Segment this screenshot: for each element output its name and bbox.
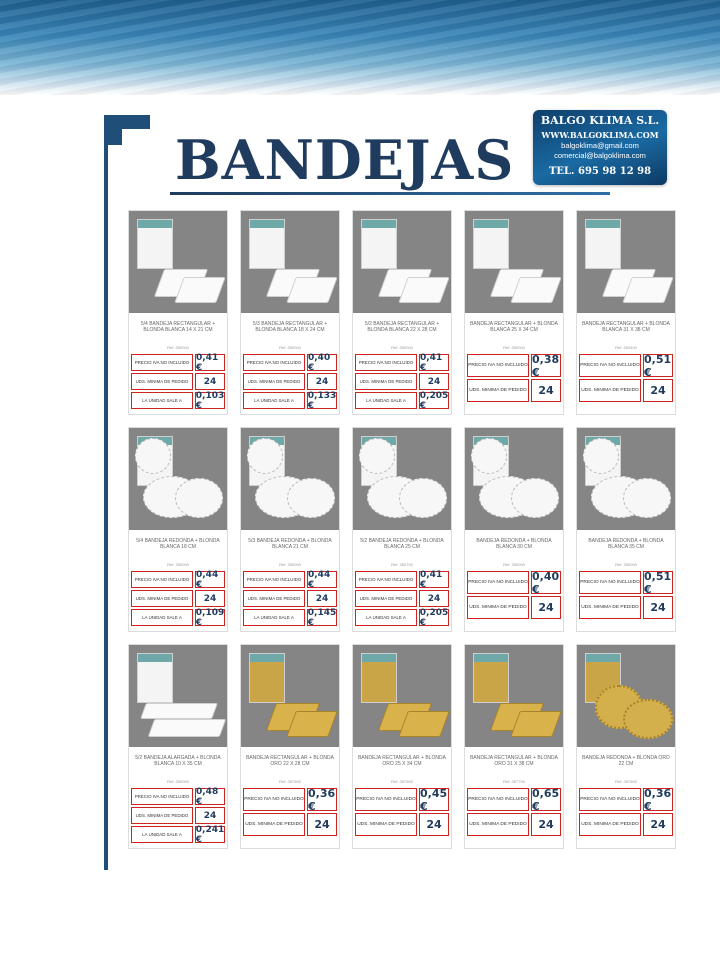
product-photo <box>353 211 451 313</box>
price-row <box>131 590 225 607</box>
price-value: 0,45 € <box>420 786 448 813</box>
price-value: 24 <box>195 807 225 824</box>
tray-image <box>510 711 561 737</box>
price-label: UDS. MINIMA DE PEDIDO <box>467 813 529 836</box>
price-value: 0,36 € <box>644 786 672 813</box>
price-label: PRECIO IVA NO INCLUIDO <box>467 354 529 377</box>
package-image <box>249 219 285 269</box>
price-row <box>131 392 225 409</box>
price-label: UDS. MINIMA DE PEDIDO <box>131 373 193 390</box>
product-ref: Ref. 350000 <box>167 779 189 784</box>
price-row <box>579 379 673 402</box>
tray-image <box>140 703 218 719</box>
price-value: 0,41 € <box>195 354 225 371</box>
price-label: UDS. MINIMA DE PEDIDO <box>579 379 641 402</box>
price-label: PRECIO IVA NO INCLUIDO <box>243 354 305 371</box>
price-value: 24 <box>307 813 337 836</box>
frame-left-bar <box>104 115 108 870</box>
product-photo <box>353 428 451 530</box>
price-label: UDS. MINIMA DE PEDIDO <box>579 813 641 836</box>
package-image <box>361 653 397 703</box>
product-photo <box>577 645 675 747</box>
product-name: 5/2 BANDEJA REDONDA + BLONDA BLANCA 25 CM <box>360 538 444 550</box>
price-row <box>243 354 337 371</box>
price-label: LA UNIDAD SALE A <box>243 392 305 409</box>
sea-texture <box>0 0 720 95</box>
price-label: UDS. MINIMA DE PEDIDO <box>131 807 193 824</box>
price-row <box>131 571 225 588</box>
frame-notch <box>108 129 122 145</box>
price-label: UDS. MINIMA DE PEDIDO <box>243 373 305 390</box>
product-photo <box>465 211 563 313</box>
price-label: PRECIO IVA NO INCLUIDO <box>131 788 193 805</box>
package-image <box>137 219 173 269</box>
price-label: LA UNIDAD SALE A <box>243 609 305 626</box>
product-ref: Ref. 350000 <box>167 562 189 567</box>
price-label: LA UNIDAD SALE A <box>131 392 193 409</box>
price-value: 24 <box>419 813 449 836</box>
round-tray-image <box>359 438 395 474</box>
price-label: UDS. MINIMA DE PEDIDO <box>467 379 529 402</box>
product-name: 5/3 BANDEJA REDONDA + BLONDA BLANCA 21 CM <box>248 538 332 550</box>
product-photo <box>577 211 675 313</box>
price-row <box>467 788 561 811</box>
price-value: 0,205 € <box>419 390 449 411</box>
company-email[interactable]: balgoklima@gmail.com <box>561 141 639 150</box>
round-tray-image <box>471 438 507 474</box>
price-label: PRECIO IVA NO INCLUIDO <box>355 571 417 588</box>
price-row <box>131 788 225 805</box>
product-ref: Ref. 350000 <box>279 562 301 567</box>
product-name: BANDEJA REDONDA + BLONDA ORO 22 CM <box>582 755 670 767</box>
product-ref: Ref. 357600 <box>615 779 637 784</box>
price-label: PRECIO IVA NO INCLUIDO <box>243 788 305 811</box>
price-value: 0,36 € <box>308 786 336 813</box>
price-value: 0,40 € <box>307 354 337 371</box>
price-label: PRECIO IVA NO INCLUIDO <box>355 788 417 811</box>
round-tray-image <box>511 478 559 518</box>
product-card[interactable] <box>464 210 564 415</box>
frame-corner <box>104 115 150 129</box>
product-ref: Ref. 357500 <box>279 779 301 784</box>
price-label: PRECIO IVA NO INCLUIDO <box>467 788 529 811</box>
price-label: PRECIO IVA NO INCLUIDO <box>579 354 641 377</box>
product-name: 5/2 BANDEJA RECTANGULAR + BLONDA BLANCA 22 X 28 CM <box>364 321 440 333</box>
product-photo <box>129 645 227 747</box>
round-tray-image <box>135 438 171 474</box>
page-title: BANDEJAS <box>175 128 515 192</box>
price-label: PRECIO IVA NO INCLUIDO <box>131 571 193 588</box>
tray-image <box>148 719 227 737</box>
product-card[interactable] <box>464 644 564 849</box>
tray-image <box>398 711 449 737</box>
company-phone: TEL. 695 98 12 98 <box>548 166 652 177</box>
price-row <box>131 826 225 843</box>
product-grid <box>128 210 676 849</box>
price-value: 0,109 € <box>195 607 225 628</box>
price-label: PRECIO IVA NO INCLUIDO <box>355 354 417 371</box>
product-name: BANDEJA RECTANGULAR + BLONDA ORO 31 X 38 CM <box>470 755 558 767</box>
price-row <box>355 354 449 371</box>
product-photo <box>353 645 451 747</box>
price-row <box>579 571 673 594</box>
price-label: UDS. MINIMA DE PEDIDO <box>579 596 641 619</box>
price-row <box>243 788 337 811</box>
price-row <box>579 813 673 836</box>
product-name: 5/4 BANDEJA RECTANGULAR + BLONDA BLANCA 14 X 21 CM <box>140 321 216 333</box>
product-name: 5/4 BANDEJA REDONDA + BLONDA BLANCA 18 CM <box>136 538 220 550</box>
package-image <box>249 653 285 703</box>
product-name: BANDEJA REDONDA + BLONDA BLANCA 30 CM <box>476 538 552 550</box>
product-photo <box>465 645 563 747</box>
product-card[interactable] <box>128 427 228 632</box>
price-value: 24 <box>531 596 561 619</box>
price-row <box>355 609 449 626</box>
price-label: UDS. MINIMA DE PEDIDO <box>467 596 529 619</box>
product-card[interactable] <box>128 210 228 415</box>
price-row <box>467 596 561 619</box>
price-label: UDS. MINIMA DE PEDIDO <box>355 813 417 836</box>
product-photo <box>241 428 339 530</box>
product-ref: Ref. 357700 <box>503 779 525 784</box>
round-tray-image <box>287 478 335 518</box>
price-row <box>355 571 449 588</box>
price-label: LA UNIDAD SALE A <box>355 609 417 626</box>
price-row <box>243 590 337 607</box>
product-name: BANDEJA RECTANGULAR + BLONDA BLANCA 31 X 38 CM <box>582 321 670 333</box>
product-name: BANDEJA REDONDA + BLONDA BLANCA 35 CM <box>588 538 664 550</box>
price-value: 0,40 € <box>532 569 560 596</box>
price-value: 24 <box>307 590 337 607</box>
price-row <box>467 813 561 836</box>
price-value: 0,205 € <box>419 607 449 628</box>
package-image <box>473 219 509 269</box>
price-row <box>579 788 673 811</box>
product-card[interactable] <box>240 427 340 632</box>
package-image <box>137 653 173 703</box>
product-name: 5/2 BANDEJA ALARGADA + BLONDA BLANCA 10 X 35 CM <box>135 755 221 767</box>
price-row <box>131 373 225 390</box>
price-label: LA UNIDAD SALE A <box>131 609 193 626</box>
price-label: PRECIO IVA NO INCLUIDO <box>243 571 305 588</box>
product-card[interactable] <box>576 644 676 849</box>
tray-image <box>286 277 337 303</box>
price-row <box>467 571 561 594</box>
product-name: BANDEJA RECTANGULAR + BLONDA ORO 22 X 28 CM <box>246 755 334 767</box>
round-tray-image <box>623 478 671 518</box>
product-name: BANDEJA RECTANGULAR + BLONDA ORO 25 X 34 CM <box>358 755 446 767</box>
price-value: 24 <box>531 813 561 836</box>
tray-image <box>398 277 449 303</box>
price-value: 0,41 € <box>419 571 449 588</box>
price-row <box>243 609 337 626</box>
product-photo <box>241 211 339 313</box>
product-name: 5/3 BANDEJA RECTANGULAR + BLONDA BLANCA 18 X 24 CM <box>252 321 328 333</box>
product-ref: Ref. 350700 <box>391 562 413 567</box>
package-image <box>473 653 509 703</box>
product-ref: Ref. 350000 <box>279 345 301 350</box>
price-value: 24 <box>195 590 225 607</box>
price-label: UDS. MINIMA DE PEDIDO <box>355 590 417 607</box>
price-label: PRECIO IVA NO INCLUIDO <box>131 354 193 371</box>
product-ref: Ref. 350000 <box>167 345 189 350</box>
product-ref: Ref. 350000 <box>503 345 525 350</box>
company-email-commercial[interactable]: comercial@balgoklima.com <box>554 151 646 160</box>
price-label: LA UNIDAD SALE A <box>131 826 193 843</box>
round-tray-image <box>175 478 223 518</box>
price-label: PRECIO IVA NO INCLUIDO <box>579 788 641 811</box>
price-row <box>243 392 337 409</box>
round-tray-image <box>247 438 283 474</box>
round-tray-image <box>399 478 447 518</box>
product-photo <box>577 428 675 530</box>
price-row <box>131 807 225 824</box>
price-label: LA UNIDAD SALE A <box>355 392 417 409</box>
price-value: 0,51 € <box>644 352 672 379</box>
product-photo <box>241 645 339 747</box>
price-value: 0,241 € <box>195 824 225 845</box>
price-value: 0,51 € <box>644 569 672 596</box>
price-row <box>467 354 561 377</box>
product-ref: Ref. 350400 <box>615 345 637 350</box>
product-card[interactable] <box>128 644 228 849</box>
tray-image <box>510 277 561 303</box>
price-value: 24 <box>419 590 449 607</box>
price-value: 24 <box>419 373 449 390</box>
company-name: BALGO KLIMA S.L. <box>540 114 660 127</box>
tray-image <box>622 277 673 303</box>
title-underline <box>170 192 610 195</box>
price-row <box>355 788 449 811</box>
product-name: BANDEJA RECTANGULAR + BLONDA BLANCA 25 X 34 CM <box>470 321 558 333</box>
product-photo <box>129 428 227 530</box>
price-value: 0,133 € <box>307 390 337 411</box>
product-ref: Ref. 350000 <box>615 562 637 567</box>
price-value: 0,41 € <box>419 354 449 371</box>
price-value: 0,145 € <box>307 607 337 628</box>
price-row <box>355 392 449 409</box>
product-photo <box>465 428 563 530</box>
company-website[interactable]: WWW.BALGOKLIMA.COM <box>541 130 659 140</box>
price-row <box>131 354 225 371</box>
price-row <box>579 596 673 619</box>
round-tray-image <box>623 699 673 739</box>
price-row <box>467 379 561 402</box>
price-value: 24 <box>643 596 673 619</box>
price-value: 24 <box>195 373 225 390</box>
product-card[interactable] <box>240 210 340 415</box>
price-value: 24 <box>307 373 337 390</box>
product-ref: Ref. 350000 <box>503 562 525 567</box>
package-image <box>585 219 621 269</box>
product-card[interactable] <box>576 427 676 632</box>
price-row <box>355 590 449 607</box>
tray-image <box>174 277 225 303</box>
price-row <box>131 609 225 626</box>
product-photo <box>129 211 227 313</box>
price-value: 24 <box>531 379 561 402</box>
price-label: UDS. MINIMA DE PEDIDO <box>131 590 193 607</box>
price-row <box>243 571 337 588</box>
price-label: PRECIO IVA NO INCLUIDO <box>579 571 641 594</box>
price-value: 24 <box>643 813 673 836</box>
product-card[interactable] <box>352 427 452 632</box>
price-value: 24 <box>643 379 673 402</box>
price-value: 0,44 € <box>307 571 337 588</box>
price-row <box>243 373 337 390</box>
price-value: 0,65 € <box>532 786 560 813</box>
price-label: UDS. MINIMA DE PEDIDO <box>355 373 417 390</box>
price-row <box>579 354 673 377</box>
price-value: 0,48 € <box>195 788 225 805</box>
product-card[interactable] <box>240 644 340 849</box>
product-ref: Ref. 357500 <box>391 779 413 784</box>
price-label: UDS. MINIMA DE PEDIDO <box>243 813 305 836</box>
round-tray-image <box>583 438 619 474</box>
package-image <box>361 219 397 269</box>
price-label: PRECIO IVA NO INCLUIDO <box>467 571 529 594</box>
price-row <box>355 813 449 836</box>
price-value: 0,38 € <box>532 352 560 379</box>
product-card[interactable] <box>464 427 564 632</box>
price-row <box>243 813 337 836</box>
tray-image <box>286 711 337 737</box>
company-info-box <box>533 110 667 185</box>
price-value: 0,103 € <box>195 390 225 411</box>
price-row <box>355 373 449 390</box>
price-label: UDS. MINIMA DE PEDIDO <box>243 590 305 607</box>
product-ref: Ref. 350000 <box>391 345 413 350</box>
price-value: 0,44 € <box>195 571 225 588</box>
product-card[interactable] <box>352 644 452 849</box>
product-card[interactable] <box>576 210 676 415</box>
product-card[interactable] <box>352 210 452 415</box>
